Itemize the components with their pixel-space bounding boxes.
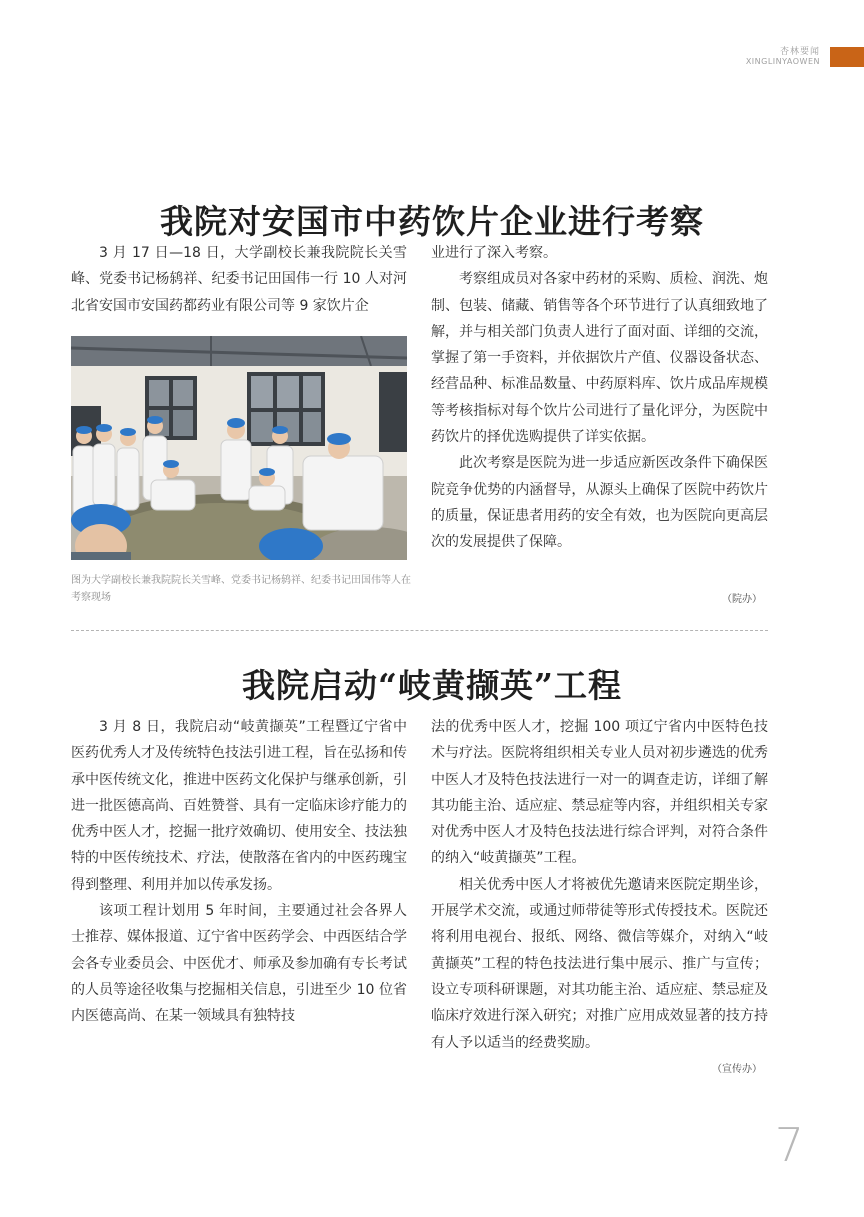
article2-paragraph: 该项工程计划用 5 年时间，主要通过社会各界人士推荐、媒体报道、辽宁省中医药学会、中西医结合学会各专业委员会、中医优才、师承及参加确有专长考试的人员等途径收集与挖掘相关信息，引进至少 10 位省内医德高尚、在某一领域具有独特技 bbox=[71, 903, 407, 1025]
article2-signature: （宣传办） bbox=[712, 1064, 762, 1075]
article1-paragraph: 3 月 17 日—18 日，大学副校长兼我院院长关雪峰、党委书记杨鸫祥、纪委书记田国伟一行 10 人对河北省安国市安国药都药业有限公司等 9 家饮片企 bbox=[71, 245, 407, 314]
article2-paragraph: 法的优秀中医人才，挖掘 100 项辽宁省内中医特色技术与疗法。医院将组织相关专业人员对初步遴选的优秀中医人才及特色技法进行一对一的调查走访，详细了解其功能主治、适应症、禁忌症等内容，并组织相关专家对优秀中医人才及特色技法进行综合评判，对符合条件的纳入“岐黄撷英”工程。 bbox=[431, 719, 768, 867]
article1-right-column bbox=[431, 240, 768, 556]
article2-paragraph: 3 月 8 日，我院启动“岐黄撷英”工程暨辽宁省中医药优秀人才及传统特色技法引进工程，旨在弘扬和传承中医传统文化，推进中医药文化保护与继承创新，引进一批医德高尚、百姓赞誉、具有一定临床诊疗能力的优秀中医人才，挖掘一批疗效确切、使用安全、技法独特的中医传统技术、疗法，使散落在省内的中医药瑰宝得到整理、利用并加以传承发扬。 bbox=[71, 719, 407, 893]
article1-signature: （院办） bbox=[722, 594, 762, 605]
article2-title: 我院启动“岐黄撷英”工程 bbox=[242, 666, 622, 705]
inspection-photo-illustration bbox=[71, 336, 407, 560]
section-name-pinyin: XINGLINYAOWEN bbox=[745, 57, 820, 66]
page-number: 7 bbox=[774, 1118, 804, 1172]
article1-paragraph: 考察组成员对各家中药材的采购、质检、润洗、炮制、包装、储藏、销售等各个环节进行了认真细致地了解，并与相关部门负责人进行了面对面、详细的交流，掌握了第一手资料，并依据饮片产值、仪器设备状态、经营品种、标准品数量、中药原料库、饮片成品库规模等考核指标对每个饮片公司进行了量化评分，为医院中药饮片的择优选购提供了详实依据。 bbox=[431, 271, 768, 446]
article1-title: 我院对安国市中药饮片企业进行考察 bbox=[160, 202, 704, 241]
article1-photo-caption: 图为大学副校长兼我院院长关雪峰、党委书记杨鸫祥、纪委书记田国伟等人在考察现场 bbox=[71, 575, 411, 603]
article1-left-column bbox=[71, 240, 407, 319]
section-name: 杏林要闻 bbox=[779, 47, 820, 57]
article1-paragraph: 此次考察是医院为进一步适应新医改条件下确保医院竞争优势的内涵督导，从源头上确保了医院中药饮片的质量，保证患者用药的安全有效，也为医院向更高层次的发展提供了保障。 bbox=[431, 455, 768, 551]
article2-paragraph: 相关优秀中医人才将被优先邀请来医院定期坐诊，开展学术交流，或通过师带徒等形式传授技术。医院还将利用电视台、报纸、网络、微信等媒介，对纳入“岐黄撷英”工程的特色技法进行集中展示、推广与宣传；设立专项科研课题，对其功能主治、适应症、禁忌症及临床疗效进行深入研究；对推广应用成效显著的技方持有人予以适当的经费奖励。 bbox=[431, 876, 768, 1051]
article2-left-column bbox=[71, 714, 407, 1030]
section-accent-bar bbox=[830, 47, 864, 67]
article1-photo bbox=[71, 336, 407, 560]
article1-paragraph: 业进行了深入考察。 bbox=[431, 245, 557, 261]
article-divider bbox=[71, 630, 768, 631]
article2-right-column bbox=[431, 714, 768, 1056]
